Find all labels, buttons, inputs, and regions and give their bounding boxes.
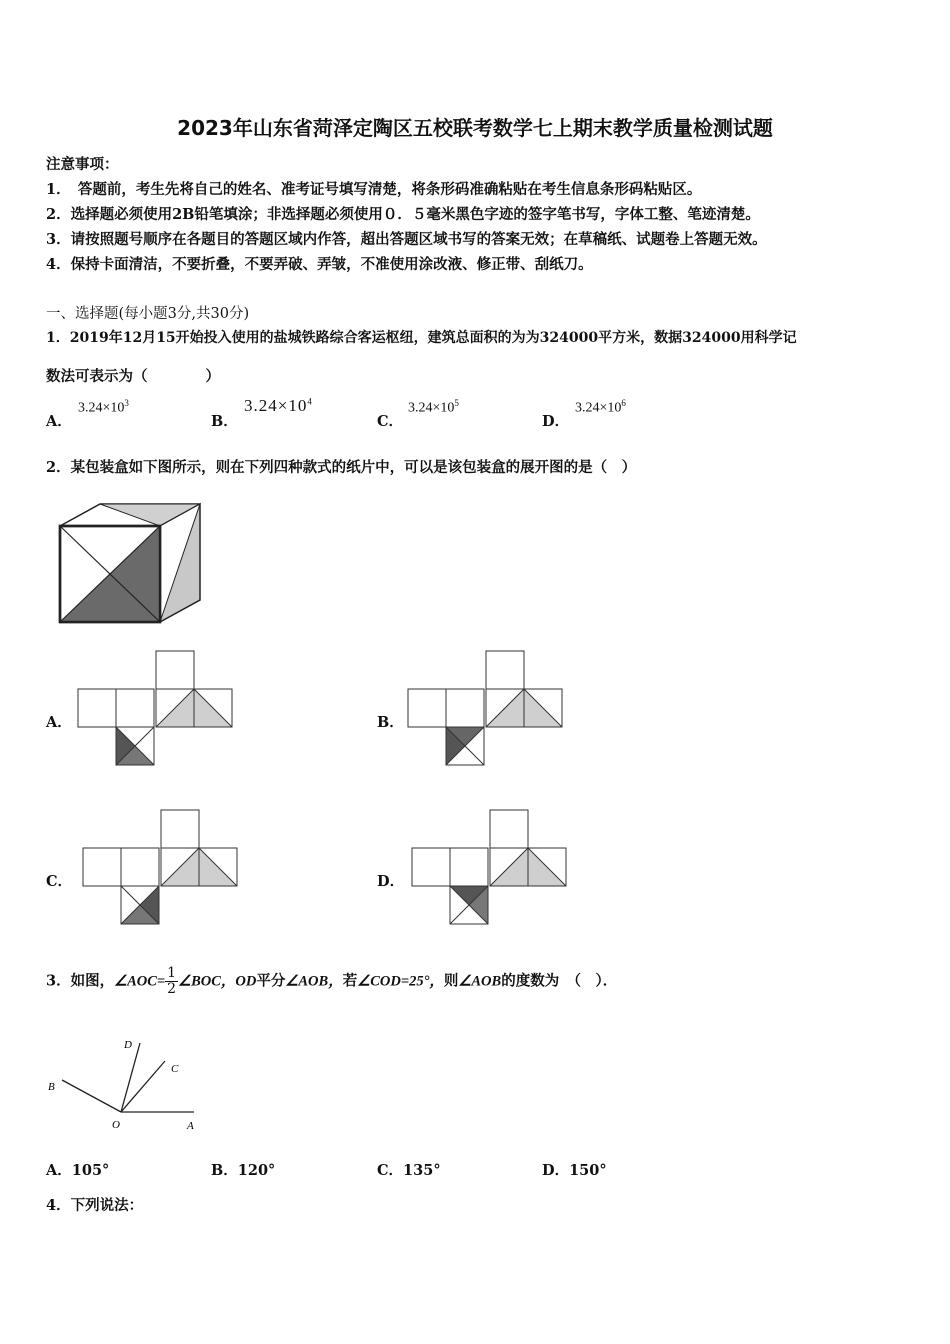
q1-option-c-label[interactable]: C． (377, 413, 404, 430)
q2-option-b-label[interactable]: B． (377, 714, 404, 731)
q2-net-a[interactable] (76, 649, 236, 769)
q3-bisect: 平分 (256, 972, 286, 990)
point-o-label: O (112, 1119, 120, 1131)
point-b-label: B (48, 1081, 55, 1093)
q1-option-b-value: $3.24\times 10^4$ (244, 396, 313, 415)
q3-option-d[interactable]: D．150° (542, 1162, 607, 1179)
notice-item-4: 4．保持卡面清洁，不要折叠，不要弄破、弄皱，不准使用涂改液、修正带、刮纸刀。 (46, 256, 593, 273)
q2-option-d-label[interactable]: D． (377, 873, 405, 890)
q1-option-b-label[interactable]: B． (211, 413, 238, 430)
q3-aoc: ∠AOC= (114, 973, 166, 990)
notice-item-1: 1． 答题前，考生先将自己的姓名、准考证号填写清楚，将条形码准确粘贴在考生信息条形码粘贴区。 (46, 181, 702, 198)
point-c-label: C (171, 1063, 179, 1075)
q1-option-a-value: $3.24\times 10^3$ (78, 398, 129, 416)
notice-heading: 注意事项： (46, 156, 119, 173)
q1-option-c-value: $3.24\times 10^5$ (408, 398, 459, 416)
q3-num: 3．如图， (46, 972, 115, 990)
q2-net-c[interactable] (81, 808, 241, 928)
point-a-label: A (187, 1120, 194, 1132)
q3-od: OD (235, 973, 257, 990)
point-d-label: D (124, 1039, 132, 1051)
q3-then: 则 (443, 972, 459, 990)
q3-aob2: ∠AOB (458, 973, 502, 990)
box-figure (56, 500, 206, 628)
q3-frac-den: 2 (167, 981, 177, 997)
q2-stem: 2．某包装盒如下图所示，则在下列四种款式的纸片中，可以是该包装盒的展开图的是（ ） (46, 459, 637, 476)
q3-aob: ∠AOB， (285, 973, 343, 990)
q1-stem-line1: 1．2019年12月15开始投入使用的盐城铁路综合客运枢纽，建筑总面积的为为324000平方米，数据324000用科学记 (46, 330, 797, 346)
q3-if: 若 (342, 972, 358, 990)
notice-item-2: 2．选择题必须使用2B铅笔填涂；非选择题必须使用０．５毫米黑色字迹的签字笔书写，字体工整、笔迹清楚。 (46, 206, 760, 223)
page-title: 2023年山东省菏泽定陶区五校联考数学七上期末教学质量检测试题 (177, 116, 773, 140)
q3-option-b[interactable]: B．120° (211, 1162, 276, 1179)
q1-option-d-value: $3.24\times 10^6$ (575, 398, 626, 416)
section-heading: 一、选择题(每小题3分,共30分) (46, 306, 250, 322)
q3-cod: ∠COD=25°， (357, 973, 444, 990)
q4-stem: 4．下列说法： (46, 1197, 144, 1214)
q3-option-a[interactable]: A．105° (46, 1162, 110, 1179)
q1-stem-line2: 数法可表示为（ ） (46, 368, 220, 385)
q3-frac-num: 1 (167, 965, 177, 981)
q2-option-c-label[interactable]: C． (46, 873, 73, 890)
q3-fraction (165, 966, 178, 997)
q2-net-b[interactable] (406, 649, 566, 769)
notice-item-3: 3．请按照题号顺序在各题目的答题区域内作答，超出答题区域书写的答案无效；在草稿纸、试题卷上答题无效。 (46, 231, 767, 248)
q1-option-d-label[interactable]: D． (542, 413, 570, 430)
q2-option-a-label[interactable]: A． (46, 714, 72, 731)
q3-option-c[interactable]: C．135° (377, 1162, 441, 1179)
q3-stem (46, 966, 617, 997)
q2-net-d[interactable] (410, 808, 570, 928)
q3-ask: 的度数为 （ ）． (501, 972, 618, 990)
q1-option-a-label[interactable]: A． (46, 413, 72, 430)
q3-boc: ∠BOC， (178, 973, 236, 990)
angle-figure (44, 1032, 209, 1134)
